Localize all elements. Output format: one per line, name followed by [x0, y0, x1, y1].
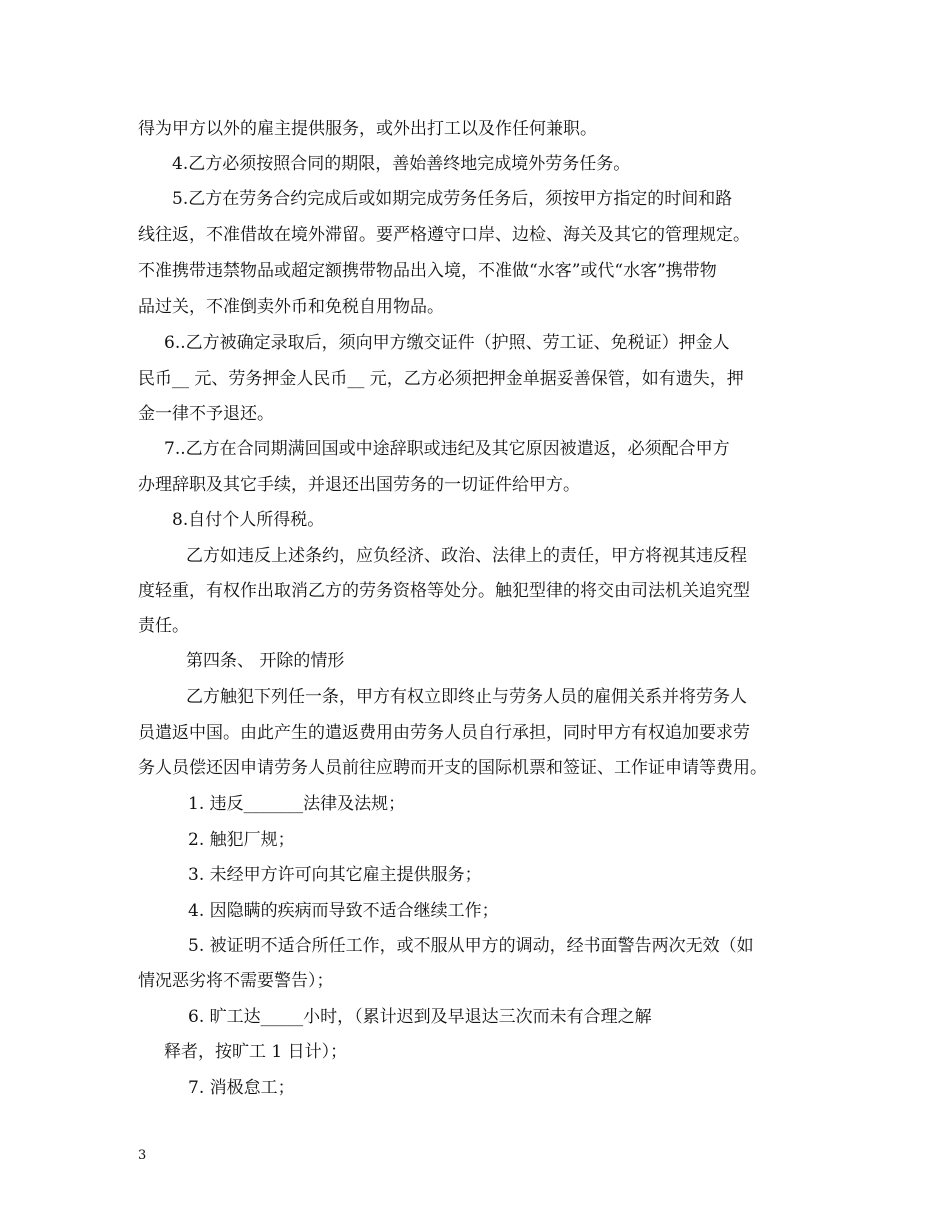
- list-item: 5. 被证明不适合所任工作，或不服从甲方的调动，经书面警告两次无效（如: [188, 936, 754, 956]
- text-line: 6..乙方被确定录取后，须向甲方缴交证件（护照、劳工证、免税证）押金人: [164, 333, 730, 353]
- text-line: 7..乙方在合同期满回国或中途辞职或违纪及其它原因被遣返，必须配合甲方: [164, 439, 730, 459]
- section-heading: 第四条、 开除的情形: [186, 651, 345, 671]
- list-item: 6. 旷工达_____小时，（累计迟到及早退达三次而未有合理之解: [188, 1007, 652, 1027]
- text-line: 乙方触犯下列任一条，甲方有权立即终止与劳务人员的雇佣关系并将劳务人: [186, 687, 747, 707]
- text-line: 线往返，不准借故在境外滞留。要严格遵守口岸、边检、海关及其它的管理规定。: [138, 225, 750, 245]
- text-line: 责任。: [138, 616, 189, 636]
- text-line: 务人员偿还因申请劳务人员前往应聘而开支的国际机票和签证、工作证申请等费用。: [138, 758, 767, 778]
- text-line: 4.乙方必须按照合同的期限，善始善终地完成境外劳务任务。: [172, 154, 631, 174]
- list-item: 1. 违反_______法律及法规；: [188, 794, 406, 814]
- text-line: 度轻重，有权作出取消乙方的劳务资格等处分。触犯型律的将交由司法机关追究型: [138, 581, 750, 601]
- text-line: 金一律不予退还。: [138, 404, 274, 424]
- list-item: 3. 未经甲方许可向其它雇主提供服务；: [188, 865, 482, 885]
- text-line: 民币__ 元、劳务押金人民币__ 元，乙方必须把押金单据妥善保管，如有遗失，押: [138, 369, 744, 389]
- list-item: 2. 触犯厂规；: [188, 830, 295, 850]
- list-item: 7. 消极怠工；: [188, 1078, 295, 1098]
- text-line: 不准携带违禁物品或超定额携带物品出入境，不准做“水客”或代“水客”携带物: [138, 261, 717, 281]
- text-line: 得为甲方以外的雇主提供服务，或外出打工以及作任何兼职。: [138, 119, 597, 139]
- text-line: 情况恶劣将不需要警告）；: [138, 971, 334, 991]
- text-line: 释者，按旷工 1 日计）；: [164, 1042, 348, 1062]
- text-line: 8.自付个人所得税。: [172, 510, 325, 530]
- text-line: 办理辞职及其它手续，并退还出国劳务的一切证件给甲方。: [138, 475, 580, 495]
- text-line: 5.乙方在劳务合约完成后或如期完成劳务任务后，须按甲方指定的时间和路: [172, 189, 733, 209]
- text-line: 乙方如违反上述条约，应负经济、政治、法律上的责任，甲方将视其违反程: [186, 546, 747, 566]
- text-line: 员遣返中国。由此产生的遣返费用由劳务人员自行承担，同时甲方有权追加要求劳: [138, 723, 750, 743]
- page-number: 3: [138, 1148, 147, 1163]
- text-line: 品过关，不准倒卖外币和免税自用物品。: [138, 297, 444, 317]
- list-item: 4. 因隐瞒的疾病而导致不适合继续工作；: [188, 901, 499, 921]
